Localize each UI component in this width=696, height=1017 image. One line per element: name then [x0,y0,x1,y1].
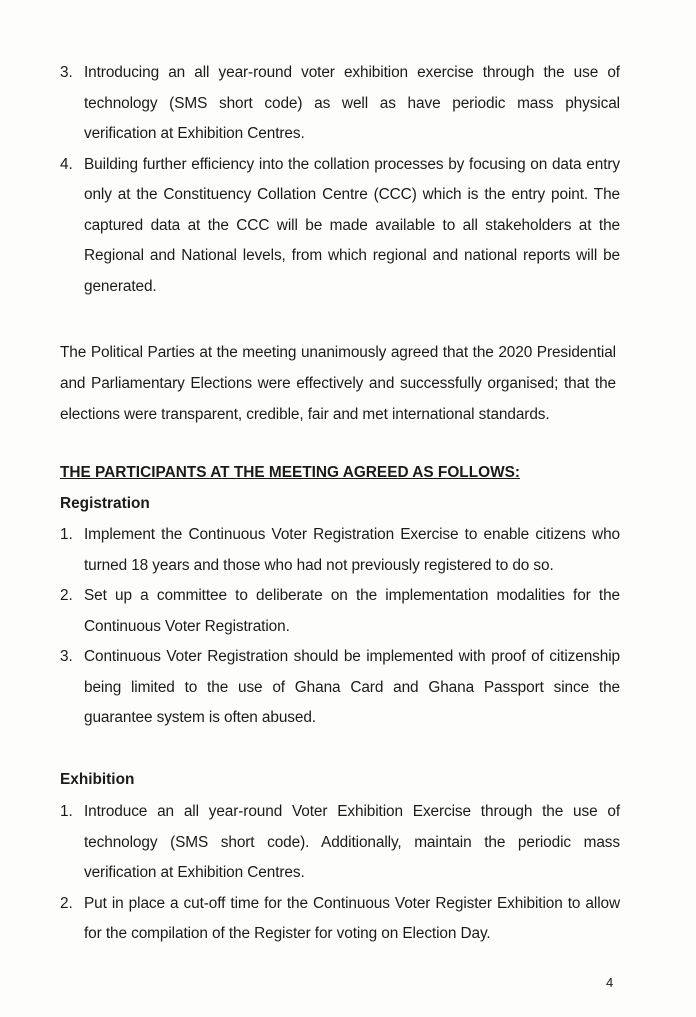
list-item-text: Introducing an all year-round voter exhibition exercise through the use of technology (SMS short code) as well as have periodic mass physical verification at Exhibition Centres. [84,64,620,142]
list-item-text: Introduce an all year-round Voter Exhibition Exercise through the use of technology (SMS short code). Additionally, maintain the periodic mass verification at Exhibition Centres. [84,803,620,881]
summary-paragraph: The Political Parties at the meeting unanimously agreed that the 2020 Presidential and Parliamentary Elections were effectively and successfully organised; that the elections were transparent, credible, fair and met international standards. [60,344,616,423]
list-item-text: Building further efficiency into the collation processes by focusing on data entry only at the Constituency Collation Centre (CCC) which is the entry point. The captured data at the CCC will be made available to all stakeholders at the Regional and National levels, from which regional and national reports will be generated. [84,155,620,295]
list-item-number: 1. [60,803,73,820]
list-item [60,58,620,150]
list-item-text: Continuous Voter Registration should be implemented with proof of citizenship being limited to the use of Ghana Card and Ghana Passport since the guarantee system is often abused. [84,648,620,726]
list-item-text: Set up a committee to deliberate on the implementation modalities for the Continuous Voter Registration. [84,587,620,635]
list-item [60,642,620,734]
registration-list [60,520,620,734]
list-item [60,520,620,581]
registration-heading: Registration [60,495,150,512]
page-number: 4 [606,975,614,990]
list-item-number: 2. [60,587,73,604]
list-item [60,150,620,303]
intro-list [60,58,620,302]
list-item [60,889,620,950]
list-item [60,581,620,642]
list-item-number: 4. [60,155,73,173]
list-item [60,797,620,889]
list-item-text: Implement the Continuous Voter Registration Exercise to enable citizens who turned 18 years and those who had not previously registered to do so. [84,526,620,574]
exhibition-heading: Exhibition [60,771,135,788]
agreement-heading: THE PARTICIPANTS AT THE MEETING AGREED AS FOLLOWS: [60,464,520,481]
list-item-number: 3. [60,648,73,665]
exhibition-list [60,797,620,950]
list-item-text: Put in place a cut-off time for the Continuous Voter Register Exhibition to allow for the compilation of the Register for voting on Election Day. [84,894,620,942]
list-item-number: 2. [60,894,73,912]
list-item-number: 3. [60,64,73,81]
list-item-number: 1. [60,526,73,543]
